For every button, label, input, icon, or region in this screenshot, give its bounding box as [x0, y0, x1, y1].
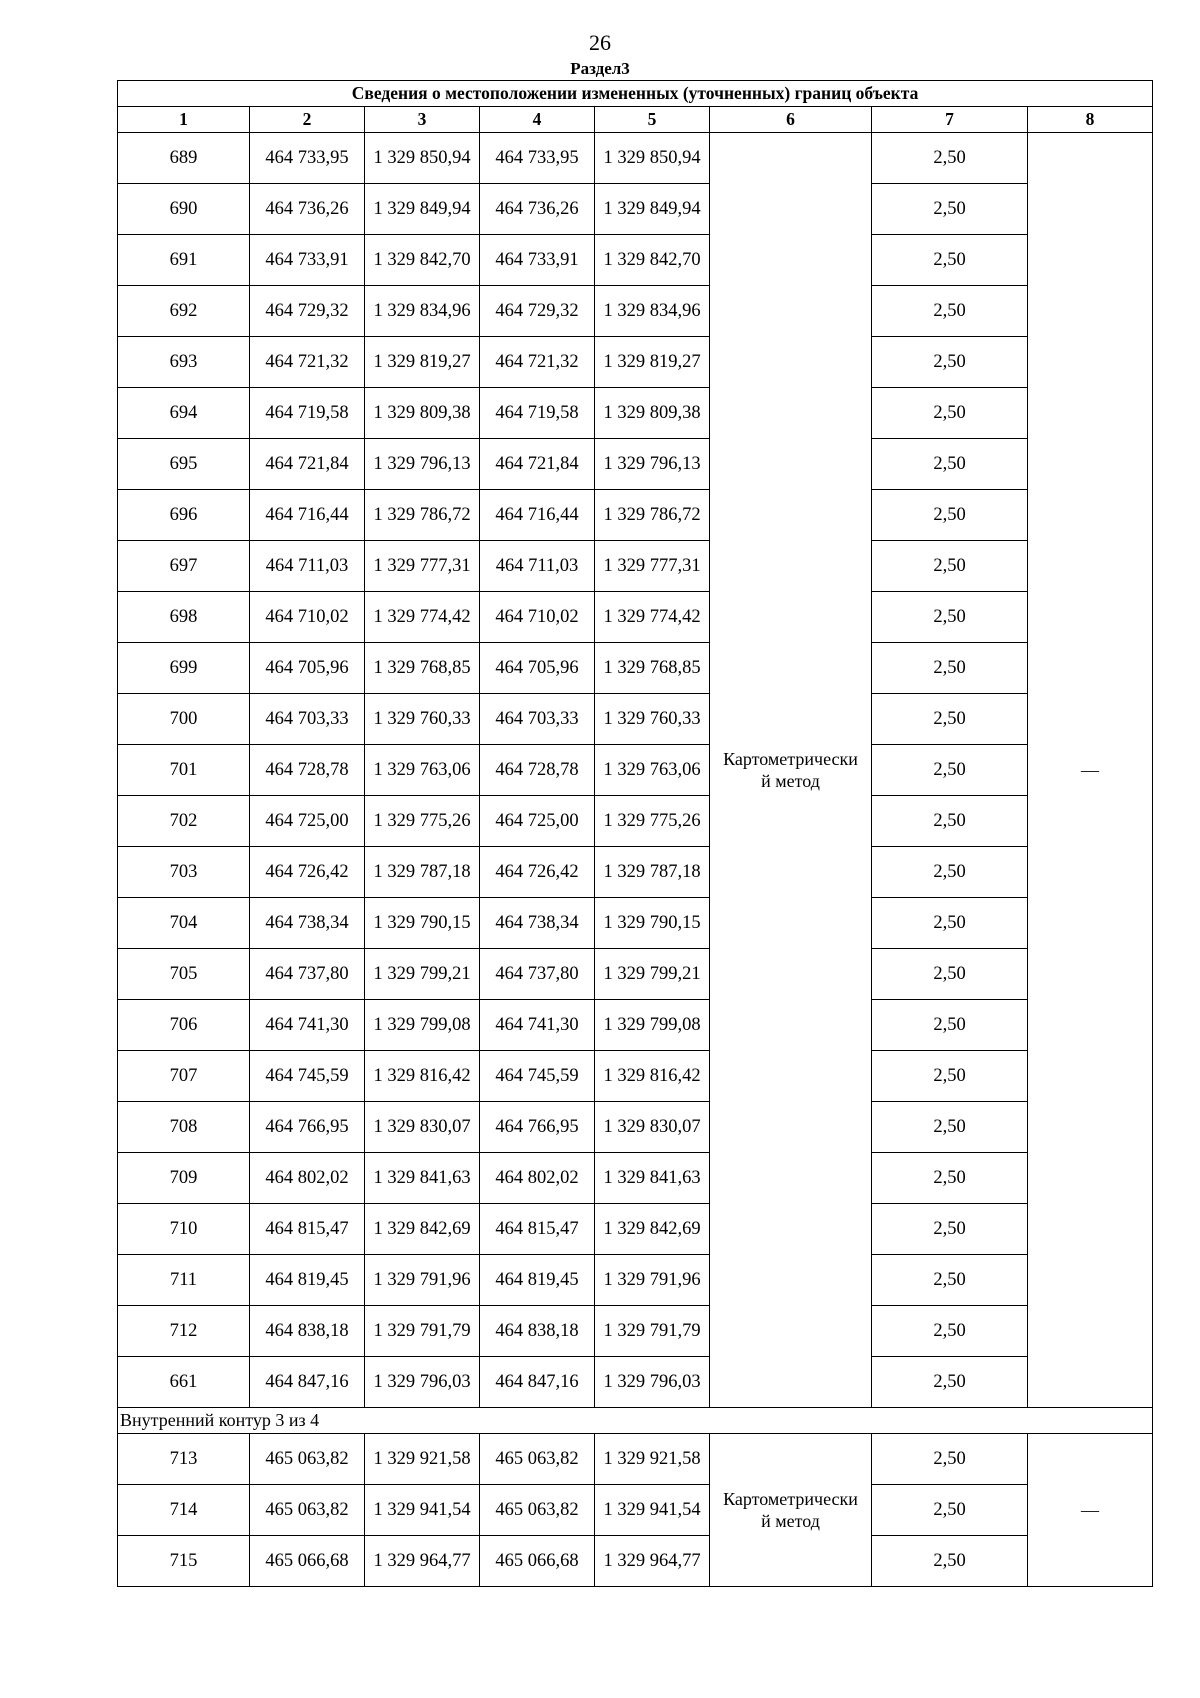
table-row	[118, 235, 1153, 286]
x-existing-cell: 464 721,84	[250, 439, 365, 490]
x-new-cell: 464 738,34	[480, 898, 595, 949]
x-existing-cell: 465 063,82	[250, 1485, 365, 1536]
y-new-cell: 1 329 787,18	[595, 847, 710, 898]
accuracy-cell: 2,50	[872, 643, 1028, 694]
column-header: 6	[710, 107, 872, 133]
table-row	[118, 286, 1153, 337]
y-new-cell: 1 329 964,77	[595, 1536, 710, 1587]
y-existing-cell: 1 329 796,13	[365, 439, 480, 490]
table-row	[118, 592, 1153, 643]
point-number-cell: 710	[118, 1204, 250, 1255]
x-existing-cell: 464 703,33	[250, 694, 365, 745]
y-new-cell: 1 329 849,94	[595, 184, 710, 235]
method-text-line: й метод	[761, 1511, 820, 1531]
table-row	[118, 694, 1153, 745]
method-text-line: й метод	[761, 771, 820, 791]
y-new-cell: 1 329 850,94	[595, 133, 710, 184]
x-existing-cell: 464 736,26	[250, 184, 365, 235]
x-new-cell: 464 745,59	[480, 1051, 595, 1102]
table-row	[118, 898, 1153, 949]
accuracy-cell: 2,50	[872, 337, 1028, 388]
x-existing-cell: 464 716,44	[250, 490, 365, 541]
method-text-line: Картометрически	[723, 749, 858, 769]
x-new-cell: 464 726,42	[480, 847, 595, 898]
column-header: 3	[365, 107, 480, 133]
x-existing-cell: 464 705,96	[250, 643, 365, 694]
y-new-cell: 1 329 777,31	[595, 541, 710, 592]
x-existing-cell: 464 766,95	[250, 1102, 365, 1153]
y-existing-cell: 1 329 809,38	[365, 388, 480, 439]
y-existing-cell: 1 329 819,27	[365, 337, 480, 388]
accuracy-cell: 2,50	[872, 1204, 1028, 1255]
y-existing-cell: 1 329 774,42	[365, 592, 480, 643]
table-row	[118, 643, 1153, 694]
method-text-line: Картометрически	[723, 1489, 858, 1509]
x-new-cell: 464 737,80	[480, 949, 595, 1000]
table-row	[118, 949, 1153, 1000]
table-row	[118, 184, 1153, 235]
x-new-cell: 464 819,45	[480, 1255, 595, 1306]
column-header: 4	[480, 107, 595, 133]
x-new-cell: 464 705,96	[480, 643, 595, 694]
accuracy-cell: 2,50	[872, 184, 1028, 235]
y-new-cell: 1 329 790,15	[595, 898, 710, 949]
table-row	[118, 1357, 1153, 1408]
y-existing-cell: 1 329 791,79	[365, 1306, 480, 1357]
point-number-cell: 693	[118, 337, 250, 388]
accuracy-cell: 2,50	[872, 898, 1028, 949]
contour-label-row	[118, 1408, 1153, 1434]
point-number-cell: 709	[118, 1153, 250, 1204]
point-number-cell: 702	[118, 796, 250, 847]
accuracy-cell: 2,50	[872, 745, 1028, 796]
note-cell: —	[1028, 133, 1153, 1408]
section-title: Раздел3	[570, 59, 630, 78]
x-existing-cell: 464 721,32	[250, 337, 365, 388]
y-existing-cell: 1 329 816,42	[365, 1051, 480, 1102]
x-existing-cell: 464 745,59	[250, 1051, 365, 1102]
x-new-cell: 464 802,02	[480, 1153, 595, 1204]
y-new-cell: 1 329 816,42	[595, 1051, 710, 1102]
accuracy-cell: 2,50	[872, 694, 1028, 745]
accuracy-cell: 2,50	[872, 847, 1028, 898]
point-number-cell: 712	[118, 1306, 250, 1357]
accuracy-cell: 2,50	[872, 796, 1028, 847]
table-row	[118, 745, 1153, 796]
accuracy-cell: 2,50	[872, 1255, 1028, 1306]
column-header: 5	[595, 107, 710, 133]
x-existing-cell: 464 725,00	[250, 796, 365, 847]
method-cell	[710, 133, 872, 1408]
table-row	[118, 133, 1153, 184]
table-row	[118, 1255, 1153, 1306]
x-existing-cell: 464 737,80	[250, 949, 365, 1000]
y-existing-cell: 1 329 787,18	[365, 847, 480, 898]
table-row	[118, 439, 1153, 490]
x-new-cell: 464 729,32	[480, 286, 595, 337]
accuracy-cell: 2,50	[872, 1485, 1028, 1536]
point-number-cell: 705	[118, 949, 250, 1000]
x-existing-cell: 464 738,34	[250, 898, 365, 949]
point-number-cell: 690	[118, 184, 250, 235]
y-new-cell: 1 329 791,96	[595, 1255, 710, 1306]
y-new-cell: 1 329 760,33	[595, 694, 710, 745]
accuracy-cell: 2,50	[872, 1306, 1028, 1357]
x-existing-cell: 464 733,95	[250, 133, 365, 184]
y-existing-cell: 1 329 850,94	[365, 133, 480, 184]
y-existing-cell: 1 329 799,08	[365, 1000, 480, 1051]
y-existing-cell: 1 329 777,31	[365, 541, 480, 592]
table-caption: Сведения о местоположении измененных (уточненных) границ объекта	[118, 81, 1153, 107]
x-new-cell: 465 066,68	[480, 1536, 595, 1587]
y-new-cell: 1 329 796,03	[595, 1357, 710, 1408]
x-new-cell: 464 710,02	[480, 592, 595, 643]
table-row	[118, 796, 1153, 847]
x-new-cell: 464 728,78	[480, 745, 595, 796]
y-new-cell: 1 329 809,38	[595, 388, 710, 439]
point-number-cell: 701	[118, 745, 250, 796]
x-existing-cell: 464 815,47	[250, 1204, 365, 1255]
note-cell: —	[1028, 1434, 1153, 1587]
table-caption-row	[118, 81, 1153, 107]
table-row	[118, 1051, 1153, 1102]
x-new-cell: 464 847,16	[480, 1357, 595, 1408]
contour-label: Внутренний контур 3 из 4	[118, 1408, 1153, 1434]
y-new-cell: 1 329 799,08	[595, 1000, 710, 1051]
y-existing-cell: 1 329 841,63	[365, 1153, 480, 1204]
table-row	[118, 490, 1153, 541]
x-new-cell: 464 733,91	[480, 235, 595, 286]
accuracy-cell: 2,50	[872, 235, 1028, 286]
y-existing-cell: 1 329 760,33	[365, 694, 480, 745]
accuracy-cell: 2,50	[872, 133, 1028, 184]
point-number-cell: 708	[118, 1102, 250, 1153]
x-existing-cell: 464 729,32	[250, 286, 365, 337]
y-new-cell: 1 329 819,27	[595, 337, 710, 388]
column-header-row	[118, 107, 1153, 133]
x-new-cell: 465 063,82	[480, 1485, 595, 1536]
x-new-cell: 464 719,58	[480, 388, 595, 439]
table-row	[118, 541, 1153, 592]
x-new-cell: 464 725,00	[480, 796, 595, 847]
y-existing-cell: 1 329 964,77	[365, 1536, 480, 1587]
accuracy-cell: 2,50	[872, 439, 1028, 490]
y-new-cell: 1 329 799,21	[595, 949, 710, 1000]
table-row	[118, 1102, 1153, 1153]
x-existing-cell: 464 710,02	[250, 592, 365, 643]
table-row	[118, 1485, 1153, 1536]
y-existing-cell: 1 329 790,15	[365, 898, 480, 949]
x-existing-cell: 464 847,16	[250, 1357, 365, 1408]
y-new-cell: 1 329 830,07	[595, 1102, 710, 1153]
point-number-cell: 706	[118, 1000, 250, 1051]
point-number-cell: 694	[118, 388, 250, 439]
accuracy-cell: 2,50	[872, 1536, 1028, 1587]
x-existing-cell: 464 728,78	[250, 745, 365, 796]
x-new-cell: 464 703,33	[480, 694, 595, 745]
y-existing-cell: 1 329 834,96	[365, 286, 480, 337]
column-header: 2	[250, 107, 365, 133]
x-new-cell: 464 721,84	[480, 439, 595, 490]
point-number-cell: 691	[118, 235, 250, 286]
y-new-cell: 1 329 768,85	[595, 643, 710, 694]
y-new-cell: 1 329 842,69	[595, 1204, 710, 1255]
y-existing-cell: 1 329 799,21	[365, 949, 480, 1000]
y-new-cell: 1 329 791,79	[595, 1306, 710, 1357]
x-new-cell: 464 721,32	[480, 337, 595, 388]
y-new-cell: 1 329 841,63	[595, 1153, 710, 1204]
y-new-cell: 1 329 775,26	[595, 796, 710, 847]
point-number-cell: 692	[118, 286, 250, 337]
accuracy-cell: 2,50	[872, 388, 1028, 439]
x-existing-cell: 464 819,45	[250, 1255, 365, 1306]
accuracy-cell: 2,50	[872, 1000, 1028, 1051]
column-header: 1	[118, 107, 250, 133]
accuracy-cell: 2,50	[872, 1102, 1028, 1153]
method-cell	[710, 1434, 872, 1587]
accuracy-cell: 2,50	[872, 592, 1028, 643]
accuracy-cell: 2,50	[872, 286, 1028, 337]
boundary-coordinates-table	[117, 80, 1153, 1587]
point-number-cell: 700	[118, 694, 250, 745]
table-row	[118, 1204, 1153, 1255]
y-new-cell: 1 329 941,54	[595, 1485, 710, 1536]
x-existing-cell: 465 066,68	[250, 1536, 365, 1587]
point-number-cell: 713	[118, 1434, 250, 1485]
y-existing-cell: 1 329 842,70	[365, 235, 480, 286]
point-number-cell: 711	[118, 1255, 250, 1306]
column-header: 7	[872, 107, 1028, 133]
y-new-cell: 1 329 786,72	[595, 490, 710, 541]
x-new-cell: 464 736,26	[480, 184, 595, 235]
x-new-cell: 464 766,95	[480, 1102, 595, 1153]
y-new-cell: 1 329 842,70	[595, 235, 710, 286]
point-number-cell: 714	[118, 1485, 250, 1536]
y-new-cell: 1 329 921,58	[595, 1434, 710, 1485]
table-row	[118, 1536, 1153, 1587]
y-existing-cell: 1 329 921,58	[365, 1434, 480, 1485]
y-new-cell: 1 329 763,06	[595, 745, 710, 796]
x-new-cell: 464 733,95	[480, 133, 595, 184]
x-existing-cell: 464 741,30	[250, 1000, 365, 1051]
table-row	[118, 1000, 1153, 1051]
y-existing-cell: 1 329 849,94	[365, 184, 480, 235]
table-row	[118, 1306, 1153, 1357]
point-number-cell: 696	[118, 490, 250, 541]
point-number-cell: 697	[118, 541, 250, 592]
table-row	[118, 337, 1153, 388]
y-existing-cell: 1 329 941,54	[365, 1485, 480, 1536]
page-number: 26	[589, 30, 611, 55]
x-existing-cell: 464 838,18	[250, 1306, 365, 1357]
x-new-cell: 464 711,03	[480, 541, 595, 592]
point-number-cell: 661	[118, 1357, 250, 1408]
y-existing-cell: 1 329 768,85	[365, 643, 480, 694]
y-existing-cell: 1 329 763,06	[365, 745, 480, 796]
x-existing-cell: 464 733,91	[250, 235, 365, 286]
table-row	[118, 1434, 1153, 1485]
point-number-cell: 698	[118, 592, 250, 643]
x-existing-cell: 464 719,58	[250, 388, 365, 439]
table-row	[118, 847, 1153, 898]
point-number-cell: 707	[118, 1051, 250, 1102]
accuracy-cell: 2,50	[872, 949, 1028, 1000]
y-existing-cell: 1 329 830,07	[365, 1102, 480, 1153]
x-new-cell: 465 063,82	[480, 1434, 595, 1485]
table-row	[118, 388, 1153, 439]
accuracy-cell: 2,50	[872, 541, 1028, 592]
y-existing-cell: 1 329 786,72	[365, 490, 480, 541]
x-new-cell: 464 838,18	[480, 1306, 595, 1357]
y-existing-cell: 1 329 796,03	[365, 1357, 480, 1408]
y-existing-cell: 1 329 791,96	[365, 1255, 480, 1306]
x-existing-cell: 464 726,42	[250, 847, 365, 898]
y-new-cell: 1 329 796,13	[595, 439, 710, 490]
accuracy-cell: 2,50	[872, 1051, 1028, 1102]
y-new-cell: 1 329 774,42	[595, 592, 710, 643]
point-number-cell: 703	[118, 847, 250, 898]
point-number-cell: 704	[118, 898, 250, 949]
y-existing-cell: 1 329 775,26	[365, 796, 480, 847]
point-number-cell: 689	[118, 133, 250, 184]
accuracy-cell: 2,50	[872, 1153, 1028, 1204]
accuracy-cell: 2,50	[872, 490, 1028, 541]
accuracy-cell: 2,50	[872, 1434, 1028, 1485]
x-new-cell: 464 741,30	[480, 1000, 595, 1051]
table-row	[118, 1153, 1153, 1204]
y-existing-cell: 1 329 842,69	[365, 1204, 480, 1255]
point-number-cell: 699	[118, 643, 250, 694]
y-new-cell: 1 329 834,96	[595, 286, 710, 337]
x-existing-cell: 465 063,82	[250, 1434, 365, 1485]
point-number-cell: 695	[118, 439, 250, 490]
x-existing-cell: 464 711,03	[250, 541, 365, 592]
point-number-cell: 715	[118, 1536, 250, 1587]
accuracy-cell: 2,50	[872, 1357, 1028, 1408]
column-header: 8	[1028, 107, 1153, 133]
x-existing-cell: 464 802,02	[250, 1153, 365, 1204]
x-new-cell: 464 716,44	[480, 490, 595, 541]
x-new-cell: 464 815,47	[480, 1204, 595, 1255]
